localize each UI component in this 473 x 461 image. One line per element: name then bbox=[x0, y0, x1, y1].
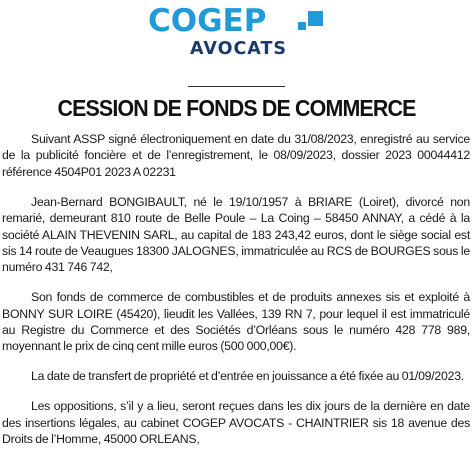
divider bbox=[188, 86, 285, 87]
paragraph-parties: Jean-Bernard BONGIBAULT, né le 19/10/1957 à BRIARE (Loiret), divorcé non remarié, demeurant 810 route de Belle Poule – La Coing – 58450 ANNAY, a cédé à la société ALAIN THEVENIN SARL, au capital de 183 243,42 euros, dont le siège social est sis 14 route de Veaugues 18300 JALOGNES, immatriculée au RCS de BOURGES sous le numéro 431 746 742, bbox=[2, 194, 470, 275]
cogep-logo bbox=[0, 2, 473, 64]
paragraph-deed: Suivant ASSP signé électroniquement en date du 31/08/2023, enregistré au service de la publicité foncière et de l’enregistrement, le 08/09/2023, dossier 2023 00044412 référence 4504P01 2023 A 02231 bbox=[2, 132, 470, 179]
logo-brand: COGEP bbox=[148, 3, 267, 39]
notice-body bbox=[2, 131, 470, 461]
notice-title: CESSION DE FONDS DE COMMERCE bbox=[57, 95, 416, 121]
logo-square-big bbox=[308, 11, 323, 26]
paragraph-oppositions: Les oppositions, s’il y a lieu, seront reçues dans les dix jours de la dernière en date des insertions légales, au cabinet COGEP AVOCATS - CHAINTRIER sis 18 avenue des Droits de l’Homme, 45000 ORLEANS, bbox=[2, 399, 470, 447]
logo-subtitle: AVOCATS bbox=[190, 39, 288, 59]
logo-square-small bbox=[298, 22, 306, 30]
paragraph-transfer-date: La date de transfert de propriété et d’entrée en jouissance a été fixée au 01/09/2023. bbox=[31, 369, 464, 384]
paragraph-business: Son fonds de commerce de combustibles et de produits annexes sis et exploité à BONNY SUR LOIRE (45420), lieudit les Vallées, 139 RN 7, pour lequel il est immatriculé au Registre du Commerce et des Sociétés d’Orléans sous le numéro 428 778 989, moyennant le prix de cinq cent mille euros (500 000,00€). bbox=[2, 290, 470, 354]
